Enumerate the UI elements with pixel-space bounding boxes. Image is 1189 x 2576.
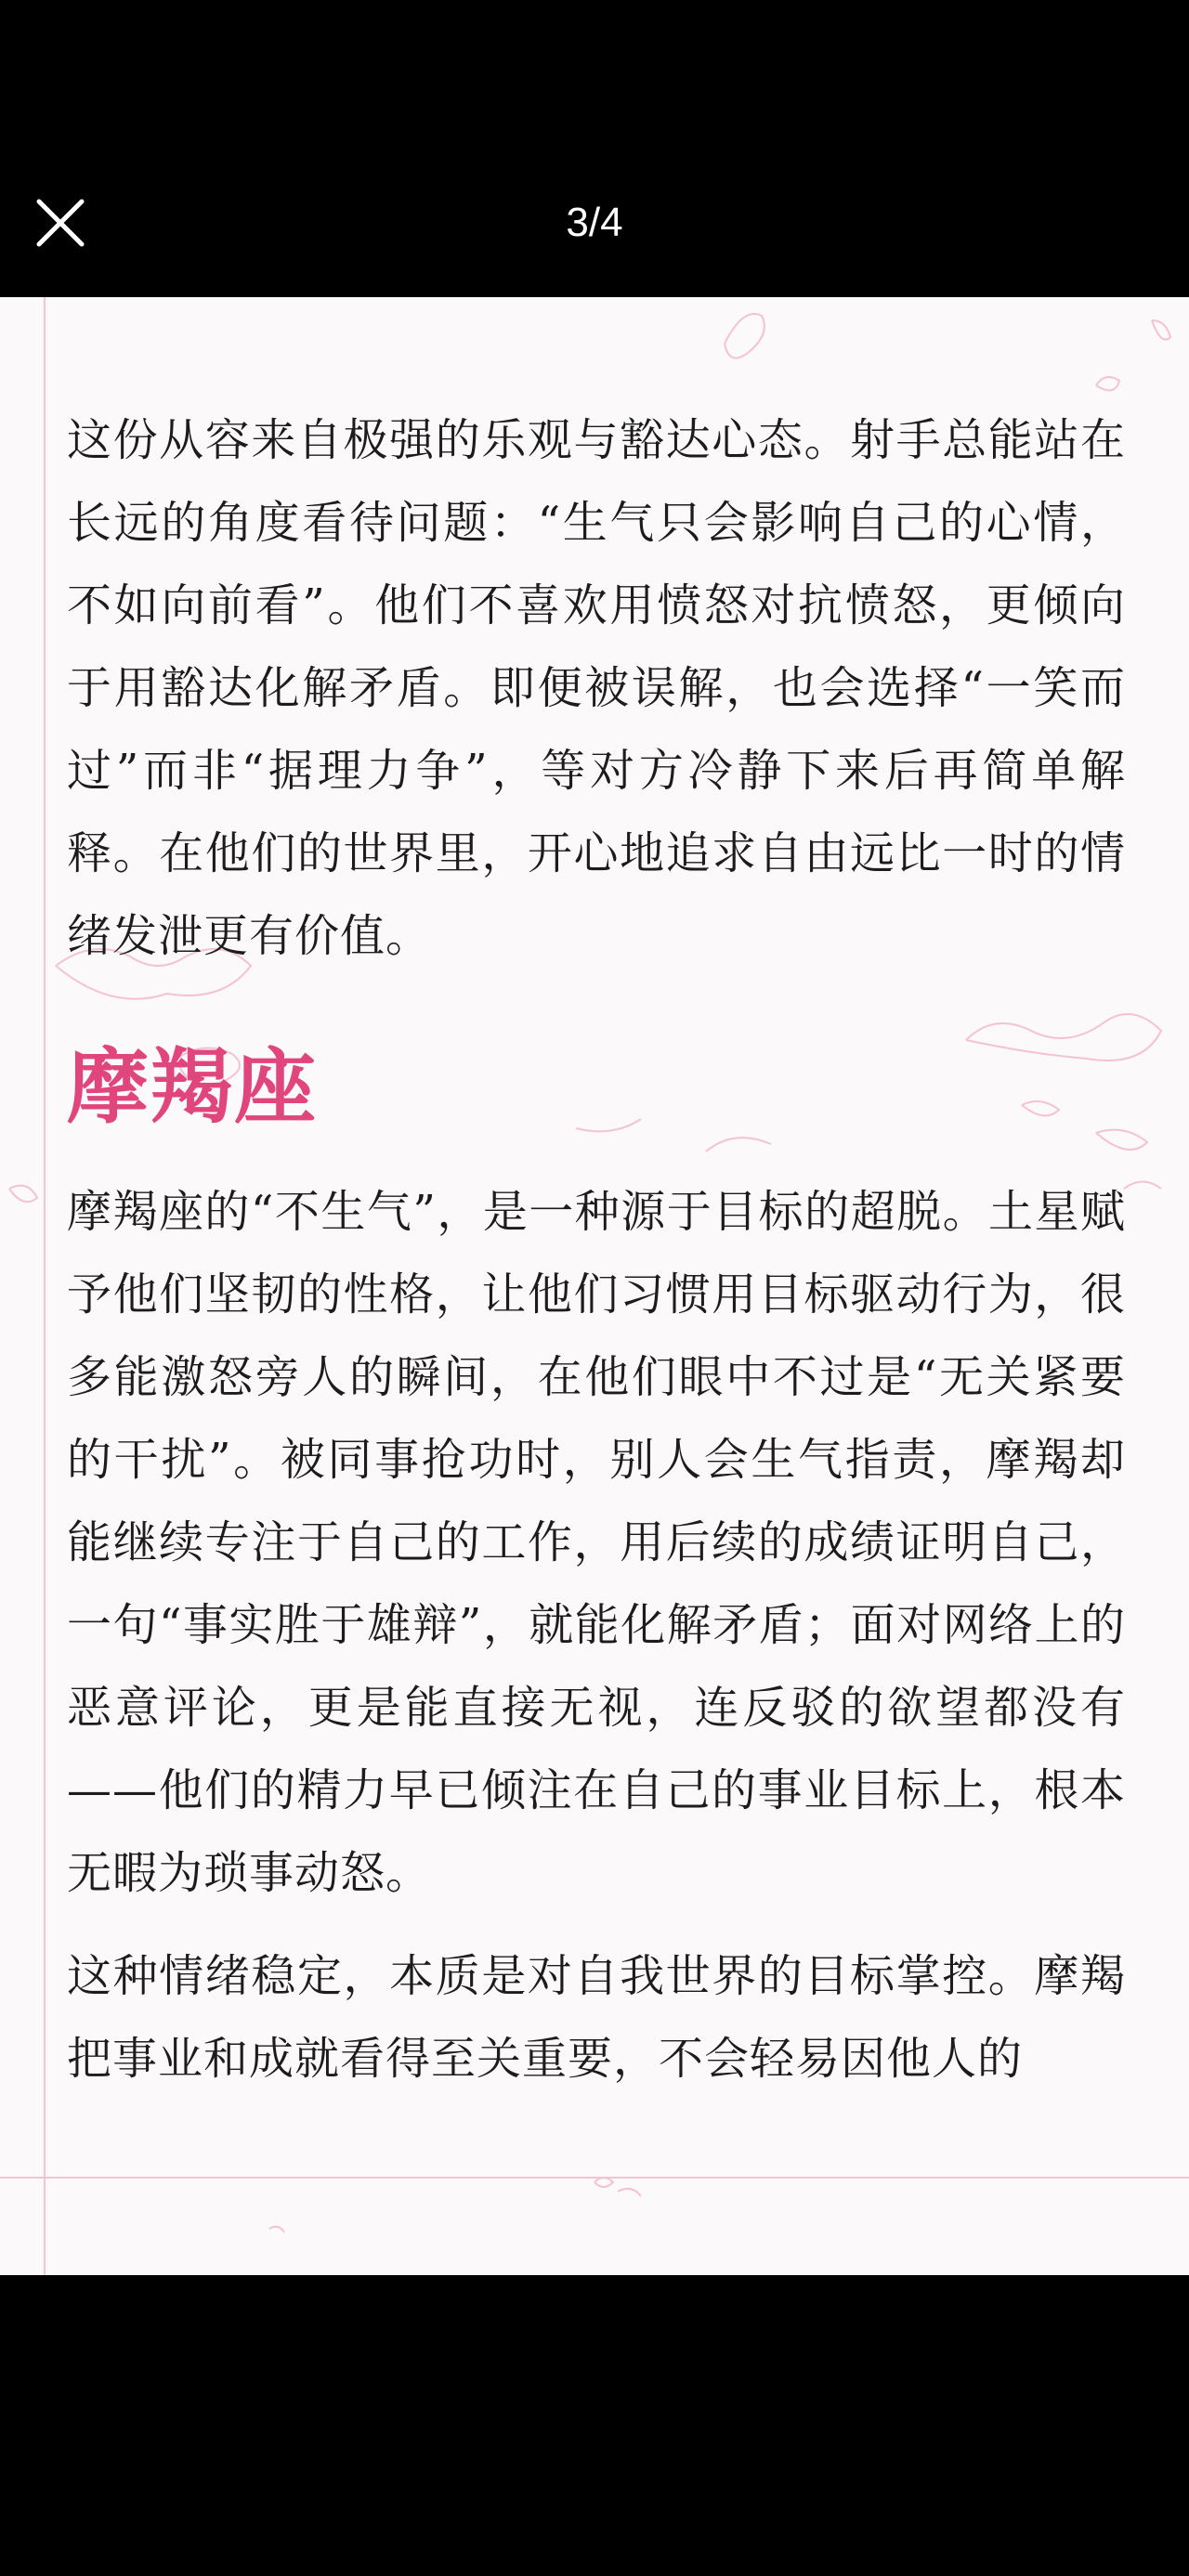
article-paragraph: 这种情绪稳定，本质是对自我世界的目标掌控。摩羯把事业和成就看得至关重要，不会轻易因他人的 (67, 1950, 1126, 2085)
close-button[interactable] (28, 190, 93, 255)
viewer-top-bar (0, 0, 1189, 297)
viewer-bottom-bar (0, 2275, 1189, 2576)
article-content (67, 399, 1126, 2101)
close-icon (28, 190, 93, 255)
article-paragraph: 摩羯座的“不生气”，是一种源于目标的超脱。土星赋予他们坚韧的性格，让他们习惯用目标驱动行为，很多能激怒旁人的瞬间，在他们眼中不过是“无关紧要的干扰”。被同事抢功时，别人会生气指责，摩羯却能继续专注于自己的工作，用后续的成绩证明自己，一句“事实胜于雄辩”，就能化解矛盾；面对网络上的恶意评论，更是能直接无视，连反驳的欲望都没有——他们的精力早已倾注在自己的事业目标上，根本无暇为琐事动怒。 (67, 1186, 1126, 1899)
section-heading: 摩羯座 (67, 1038, 319, 1135)
article-page-image (0, 297, 1189, 2275)
page-counter: 3/4 (566, 200, 623, 245)
article-paragraph: 这份从容来自极强的乐观与豁达心态。射手总能站在长远的角度看待问题：“生气只会影响自己的心情，不如向前看”。他们不喜欢用愤怒对抗愤怒，更倾向于用豁达化解矛盾。即便被误解，也会选择“一笑而过”而非“据理力争”，等对方冷静下来后再简单解释。在他们的世界里，开心地追求自由远比一时的情绪发泄更有价值。 (67, 414, 1126, 962)
